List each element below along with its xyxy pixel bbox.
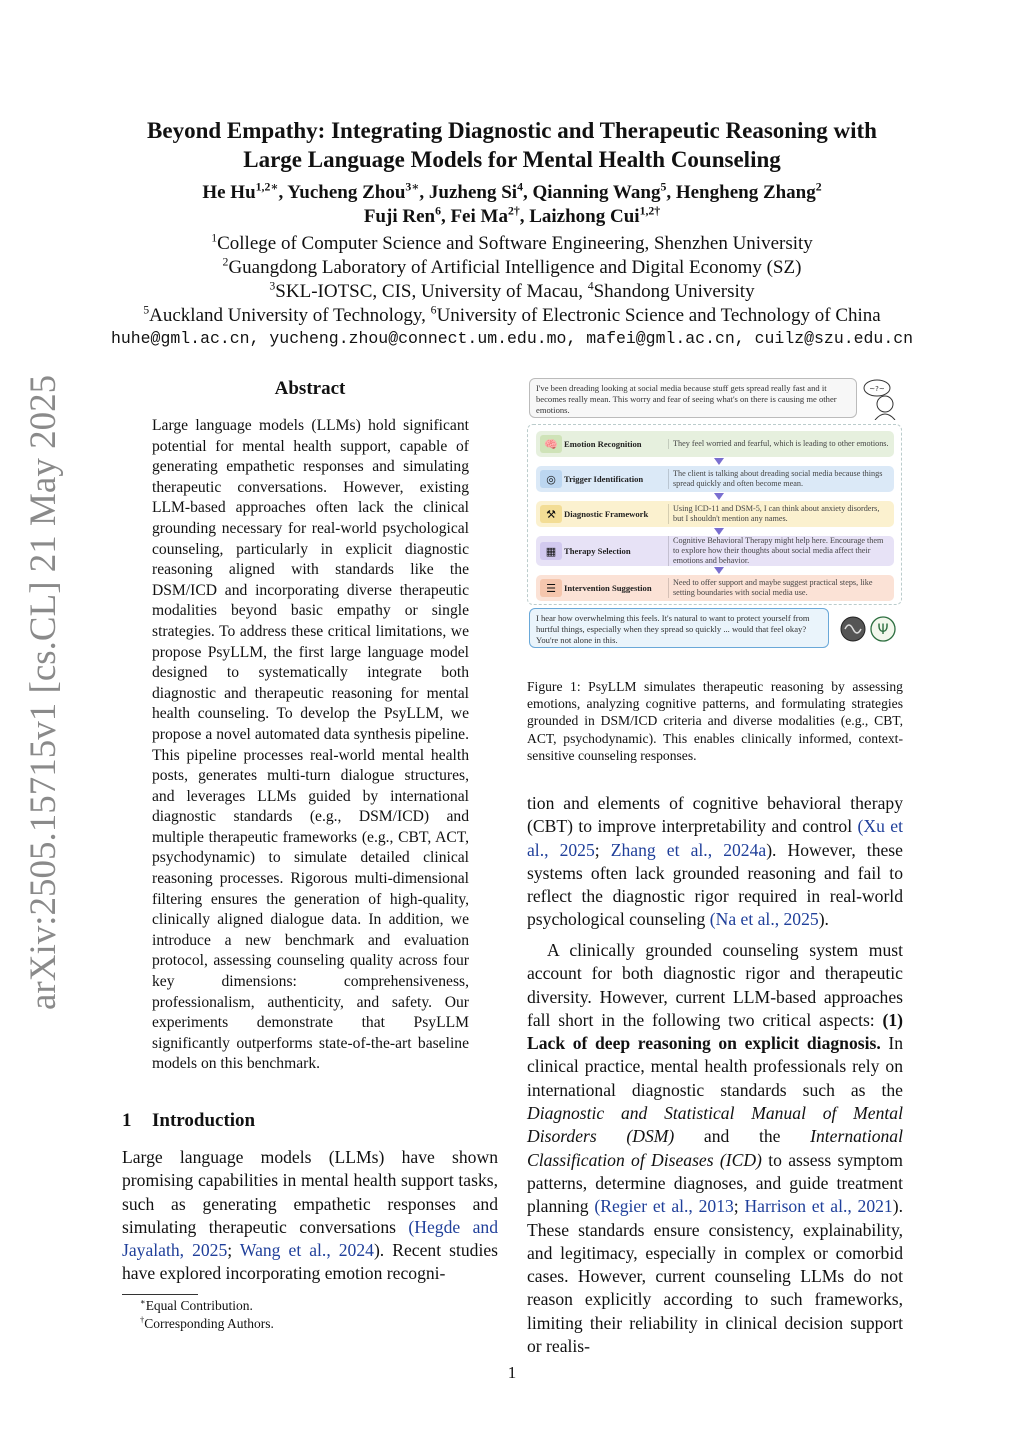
step-intervention-suggestion: ☰ Intervention Suggestion Need to offer support and maybe suggest practical steps, like setting boundaries with social media use. xyxy=(536,575,894,601)
paper-title xyxy=(0,116,1024,174)
citation-link[interactable]: (Regier et al., 2013 xyxy=(594,1196,734,1217)
author-name: Qianning Wang xyxy=(532,182,661,203)
author-name: Juzheng Si xyxy=(428,182,518,203)
citation-link[interactable]: Wang et al., 2024 xyxy=(239,1240,374,1261)
col2-paragraph-2: A clinically grounded counseling system must account for both diagnostic rigor and therapeutic diversity. However, current LLM-based approaches fall short in the following two critical aspects: (1) Lack of deep reasoning on explicit diagnosis. In clinical practice, mental health professionals rely on international diagnostic standards such as the Diagnostic and Statistical Manual of Mental Disorders (DSM) and the International Classification of Diseases (ICD) to assess symptom patterns, determine diagnoses, and guide treatment planning (Regier et al., 2013; Harrison et al., 2021). These standards ensure consistency, explainability, and legitimacy, especially in complex or comorbid cases. However, current counseling LLMs do not reason explicitly according to such frameworks, limiting their reliability in clinical decision support or realis- xyxy=(527,940,903,1357)
user-post-bubble: I've been dreading looking at social media because stuff gets spread really fast and it becomes really mean. This worry and fear of seeing what's on there is causing me other emotions. xyxy=(529,378,857,418)
citation-link[interactable]: (Na et al., 2025 xyxy=(709,909,819,930)
user-avatar-icon xyxy=(861,378,901,420)
email-link[interactable]: yucheng.zhou@connect.um.edu.mo xyxy=(269,329,567,348)
counselor-response-bubble: I hear how overwhelming this feels. It's natural to want to protect yourself from hurtful things, especially when they spread so quickly ... would that feel okay? You're not alone in this. xyxy=(529,608,829,648)
step-trigger-identification: ◎ Trigger Identification The client is talking about dreading social media because things spread quickly and often become mean. xyxy=(536,466,894,492)
section-number: 1 xyxy=(122,1110,132,1131)
step-diagnostic-framework: ⚒ Diagnostic Framework Using ICD-11 and DSM-5, I can think about anxiety disorders, but I shouldn't mention any names. xyxy=(536,501,894,527)
email-list: huhe@gml.ac.cn, yucheng.zhou@connect.um.edu.mo, mafei@gml.ac.cn, cuilz@szu.edu.cn xyxy=(110,329,914,348)
affiliations xyxy=(0,232,1024,328)
author-line-2: Fuji Ren$^6$, Fei $Ma^{2\dagger}$, Laizhong Cui$^{1,2\dagger}$ xyxy=(363,204,661,227)
affiliation-line: $^1$College of Computer Science and Software Engineering, Shenzhen University xyxy=(211,231,813,254)
reasoning-panel xyxy=(527,424,902,605)
flow-arrow xyxy=(714,567,724,574)
author-name: Fuji Ren xyxy=(363,206,436,227)
email-link[interactable]: cuilz@szu.edu.cn xyxy=(754,329,914,348)
email-link[interactable]: huhe@gml.ac.cn xyxy=(110,329,250,348)
intro-paragraph: Large language models (LLMs) have shown promising capabilities in mental health support tasks, such as generating empathetic responses and simulating therapeutic conversations (Hegde and Jayalath, 2025; Wang et al., 2024). Recent studies have explored incorporating emotion recogni- xyxy=(122,1147,498,1284)
footnote-rule xyxy=(122,1294,198,1295)
author-line-1: He $Hu^{1,2∗}$, Yucheng Zhou$^{3∗}$, Juzheng Si$^4$, Qianning Wang$^5$, Hengheng Zhang$^2$ xyxy=(202,180,822,203)
caption-label: Figure 1: xyxy=(527,679,581,694)
svg-text:Ψ: Ψ xyxy=(877,622,889,638)
author-name: Fei Ma xyxy=(450,206,508,227)
grid-icon: ▦ xyxy=(540,542,562,560)
arxiv-identifier: arXiv:2505.15715v1 [cs.CL] 21 May 2025 xyxy=(23,374,64,1010)
list-icon: ☰ xyxy=(540,579,562,597)
abstract-heading: Abstract xyxy=(274,378,346,399)
affiliation-line: $^5$Auckland University of Technology, $^6$University of Electronic Science and Technology of China xyxy=(143,303,881,326)
author-name: Laizhong Cui xyxy=(529,206,640,227)
author-list xyxy=(0,181,1024,229)
author-name: He Hu xyxy=(202,182,256,203)
author-name: Yucheng Zhou xyxy=(287,182,406,203)
citation-link[interactable]: Zhang et al., 2024a xyxy=(610,839,767,860)
flow-arrow xyxy=(714,493,724,500)
section-heading-introduction xyxy=(122,1110,255,1132)
footnote: ∗Equal Contribution. xyxy=(140,1297,253,1313)
flow-arrow xyxy=(714,528,724,535)
tools-icon: ⚒ xyxy=(540,505,562,523)
title-line-1: Beyond Empathy: Integrating Diagnostic and Therapeutic Reasoning with xyxy=(147,118,877,143)
affiliation-line: $^2$Guangdong Laboratory of Artificial Intelligence and Digital Economy (SZ) xyxy=(222,255,802,278)
citation-link[interactable]: Harrison et al., 2021 xyxy=(744,1196,893,1217)
footnote: †Corresponding Authors. xyxy=(140,1315,274,1331)
figure-1 xyxy=(527,376,903,656)
title-line-2: Large Language Models for Mental Health Counseling xyxy=(243,147,781,172)
email-link[interactable]: mafei@gml.ac.cn xyxy=(586,329,735,348)
citation-link[interactable]: (Xu et al., 2025 xyxy=(527,816,903,860)
flow-arrow xyxy=(714,458,724,465)
svg-text:~?~: ~?~ xyxy=(869,385,885,393)
col2-paragraph-1: tion and elements of cognitive behavioral therapy (CBT) to improve interpretability and control (Xu et al., 2025; Zhang et al., 2024a). However, these systems often lack grounded reasoning and fail to reflect the diagnostic rigor required in real-world psychological counseling (Na et al., 2025). xyxy=(527,793,903,930)
step-emotion-recognition: 🧠 Emotion Recognition They feel worried and fearful, which is leading to other emotions. xyxy=(536,431,894,457)
citation-link[interactable]: (Hegde and Jayalath, 2025 xyxy=(122,1216,498,1261)
affiliation-line: $^3$SKL-IOTSC, CIS, University of Macau, $^4$Shandong University xyxy=(269,279,755,302)
model-logo-icon xyxy=(839,614,901,644)
brain-icon: 🧠 xyxy=(540,435,562,453)
abstract-text: Large language models (LLMs) hold significant potential for mental health support, capable of generating empathetic responses and simulating therapeutic conversations. However, existing LLM-based approaches often lack the clinical grounding necessary for real-world psychological counseling, particularly in explicit diagnostic reasoning aligned with standards like the DSM/ICD and incorporating diverse therapeutic modalities beyond basic empathy or single strategies. To address these critical limitations, we propose PsyLLM, the first large language model designed to systematically integrate both diagnostic and therapeutic reasoning for mental health counseling. To develop the PsyLLM, we propose a novel automated data synthesis pipeline. This pipeline processes real-world mental health posts, generates multi-turn dialogue structures, and leverages LLMs guided by international diagnostic standards (e.g., DSM/ICD) and multiple therapeutic frameworks (e.g., CBT, ACT, psychodynamic) to simulate detailed clinical reasoning processes. Rigorous multi-dimensional filtering ensures the generation of high-quality, clinically aligned dialogue data. In addition, we introduce a new benchmark and evaluation protocol, assessing counseling quality across four key dimensions: comprehensiveness, professionalism, authenticity, and safety. Our experiments demonstrate that PsyLLM significantly outperforms state-of-the-art baseline models on this benchmark. xyxy=(152,417,469,1073)
section-title: Introduction xyxy=(152,1110,256,1131)
figure-caption: Figure 1: PsyLLM simulates therapeutic reasoning by assessing emotions, analyzing cognitive patterns, and formulating strategies grounded in DSM/ICD criteria and diverse modalities (e.g., CBT, ACT, psychodynamic). This enables clinically informed, context-sensitive counseling responses. xyxy=(527,679,903,763)
author-name: Hengheng Zhang xyxy=(675,182,816,203)
step-therapy-selection: ▦ Therapy Selection Cognitive Behavioral Therapy might help here. Encourage them to explore how their thoughts about social media affect their emotions and behavior. xyxy=(536,536,894,566)
target-icon: ◎ xyxy=(540,470,562,488)
page-number: 1 xyxy=(507,1363,517,1382)
